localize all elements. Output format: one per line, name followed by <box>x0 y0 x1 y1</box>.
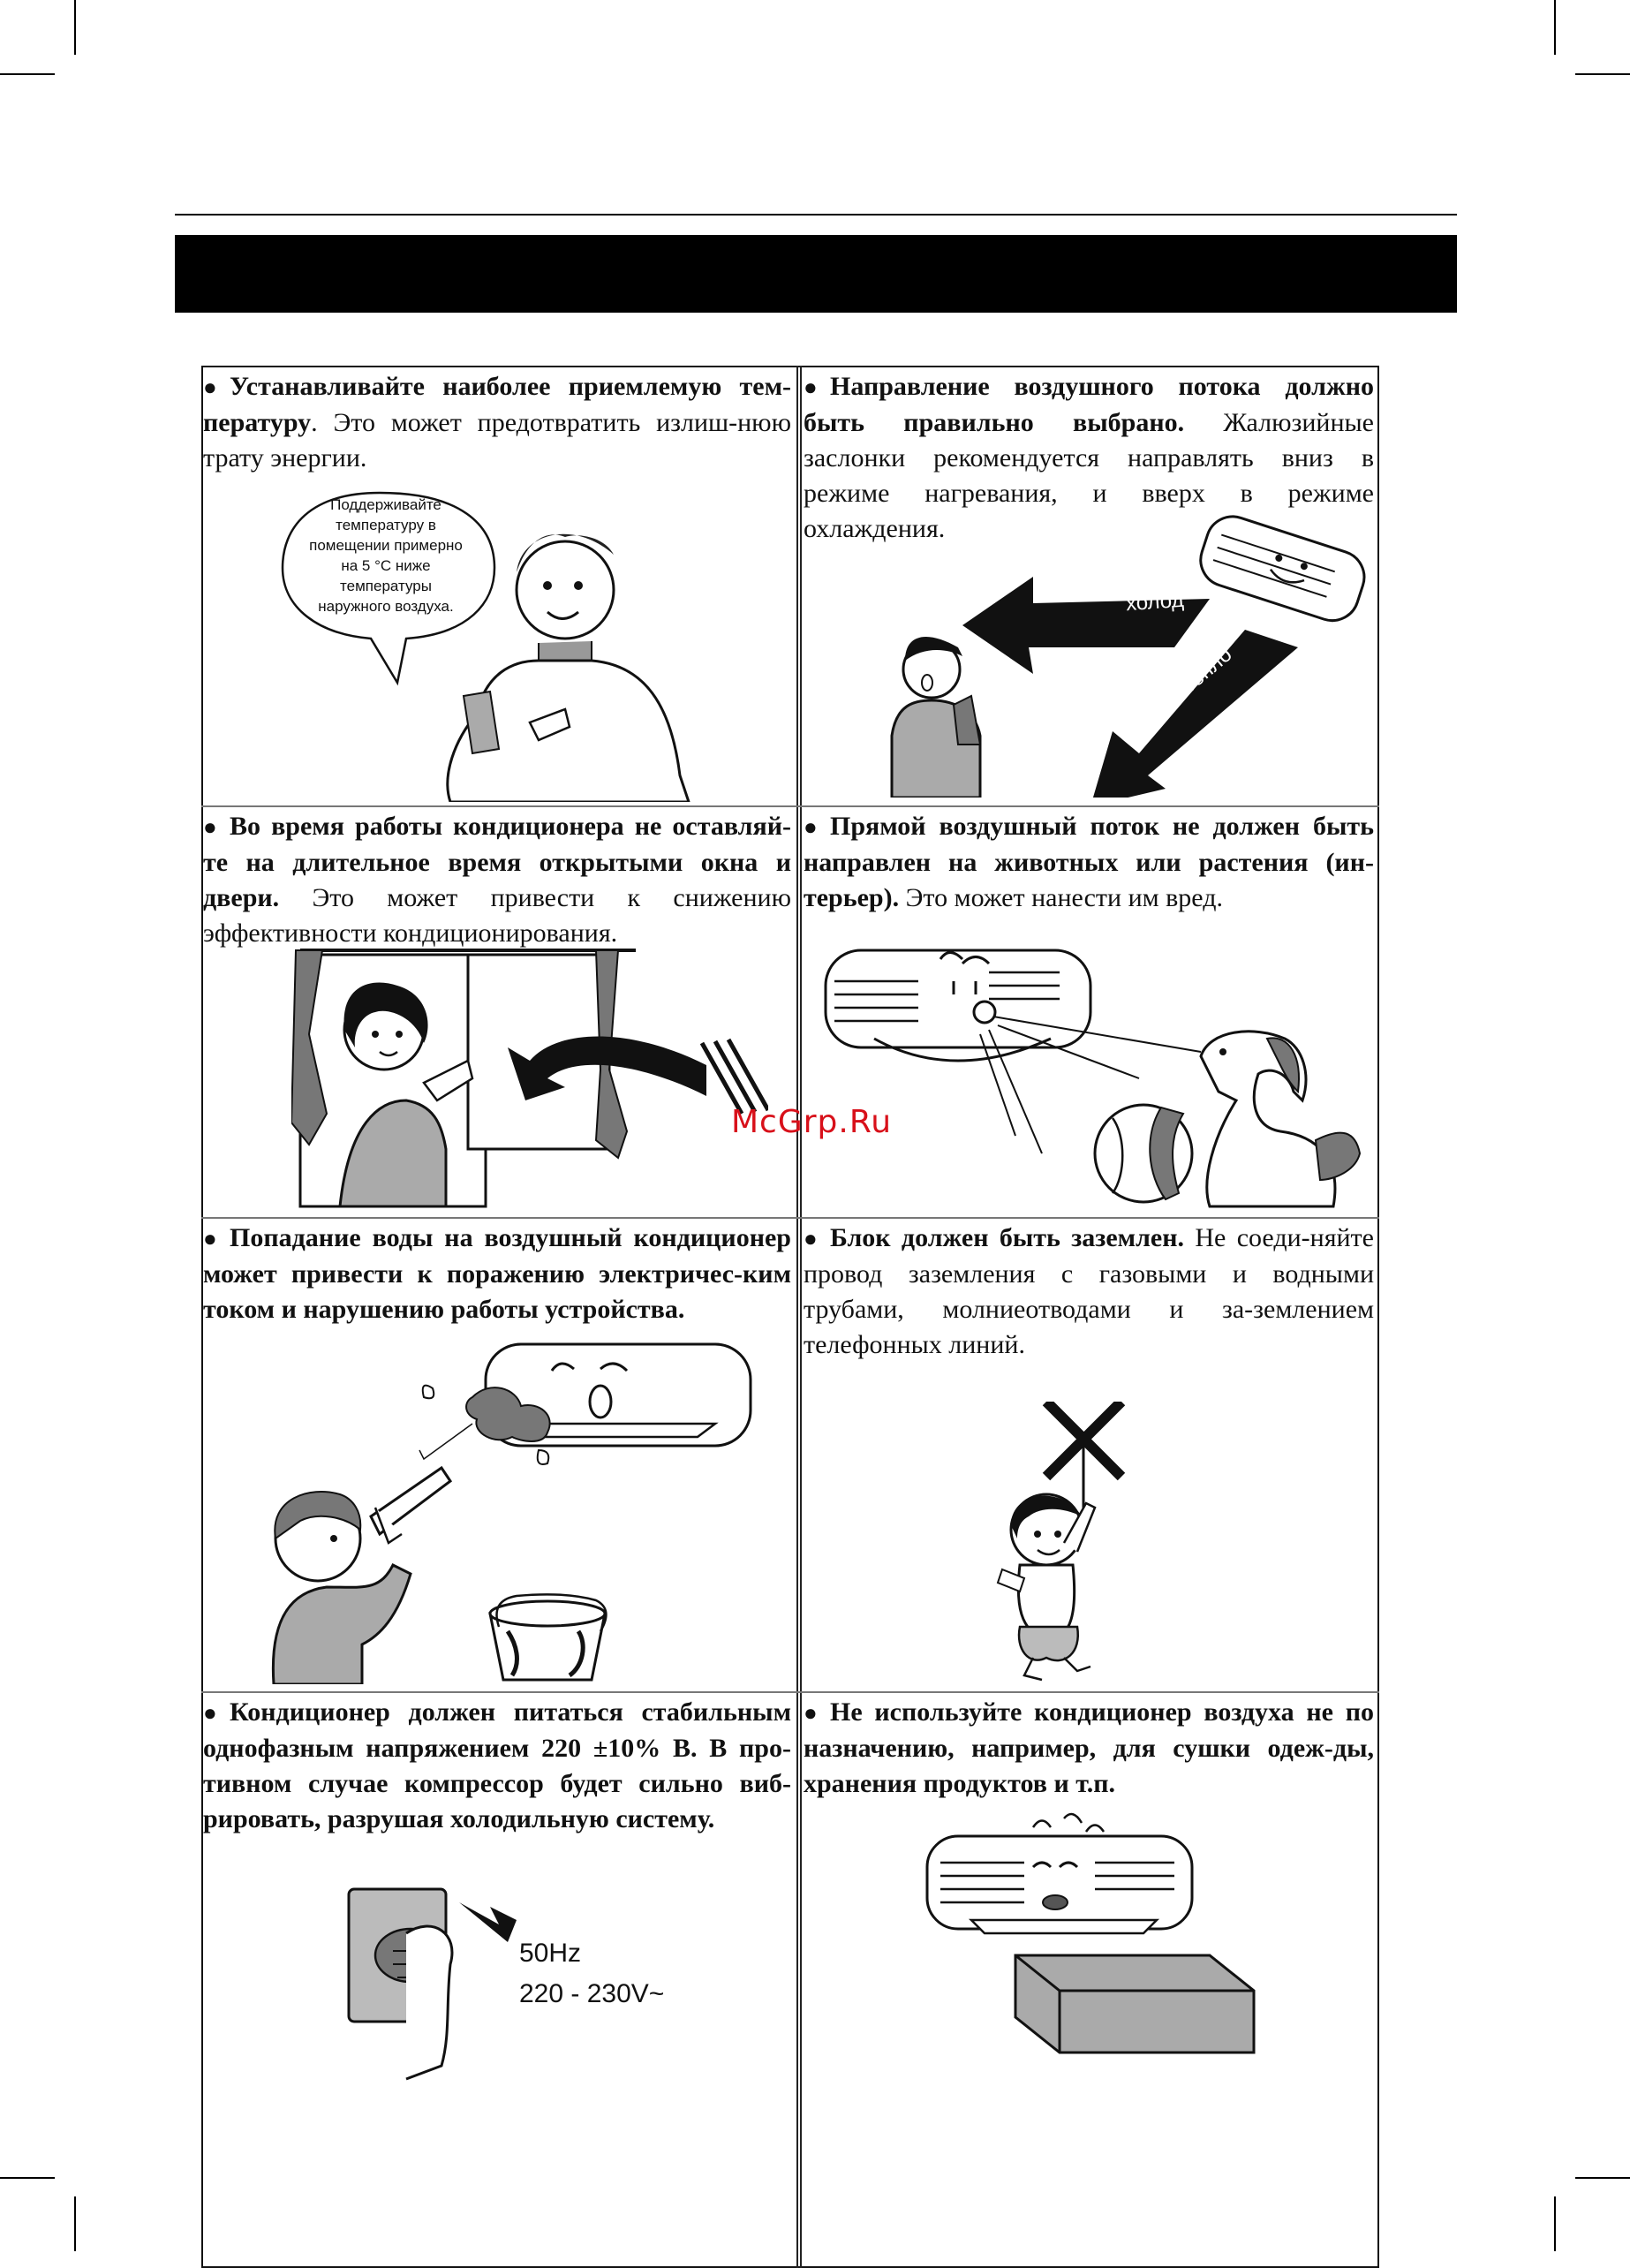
open-window-illustration <box>291 946 768 1211</box>
tip-cell-water: ● Попадание воды на воздушный кондиционер может привести к поражению электричес-ким током и нарушению работы устройства. <box>203 1221 793 1690</box>
column-divider <box>796 366 802 2268</box>
arrow-label-cold: холод <box>1125 587 1185 616</box>
crop-mark <box>74 2196 76 2251</box>
tip-cell-animals: ● Прямой воздушный поток не должен быть направлен на животных или растения (ин-терьер). Это может нанести им вред. <box>804 809 1377 1215</box>
tip-cell-temperature: ● Устанавливайте наиболее приемлемую тем-пературу. Это может предотвратить излиш-нюю трату энергии. Поддерживайте температуру в помещении примерно на 5 °С ниже температуры наружного воздуха. <box>203 369 793 804</box>
tip-bold: Прямой воздушный поток не должен быть направлен на животных или растения (ин-терьер). <box>804 812 1374 912</box>
tip-text: Не соеди-няйте провод заземления с газовыми и водными трубами, молниеотводами и за-землением телефонных линий. <box>804 1223 1374 1359</box>
tip-cell-airflow: ● Направление воздушного потока должно быть правильно выбрано. Жалюзийные заслонки рекомендуется направлять вниз в режиме нагревания, и вверх в режиме охлаждения. холод тепло <box>804 369 1377 804</box>
tip-bold: Не используйте кондиционер воздуха не по назначению, например, для сушки одеж-ды, хранения продуктов и т.п. <box>804 1697 1374 1798</box>
header-banner <box>175 235 1457 313</box>
crop-mark <box>1575 73 1630 75</box>
crop-mark <box>0 73 55 75</box>
tip-bold: Устанавливайте наиболее приемлемую тем-пературу <box>203 372 791 437</box>
water-spray-illustration <box>238 1327 768 1684</box>
voltage-label: 220 - 230V~ <box>519 1979 665 2008</box>
grounding-child-illustration <box>980 1402 1192 1684</box>
tip-bold: Блок должен быть заземлен. <box>830 1223 1185 1252</box>
crop-mark <box>1554 0 1556 55</box>
crop-mark <box>74 0 76 55</box>
tip-text: Это может нанести им вред. <box>899 883 1223 912</box>
ac-and-dog-illustration <box>821 941 1369 1211</box>
header-rule <box>175 214 1457 215</box>
tip-text: Жалюзийные заслонки рекомендуется направлять вниз в режиме нагревания, и вверх в режиме охлаждения. <box>804 408 1374 543</box>
frequency-label: 50Hz <box>519 1939 582 1968</box>
arrow-label-warm: тепло <box>1177 642 1237 698</box>
crop-mark <box>1575 2177 1630 2179</box>
tip-text: . Это может предотвратить излиш-нюю трату энергии. <box>203 408 791 472</box>
row-divider <box>201 805 1379 807</box>
tip-bold: Во время работы кондиционера не оставляй-те на длительное время открытыми окна и двери. <box>203 812 791 912</box>
tip-text: Это может привести к снижению эффективности кондиционирования. <box>203 883 791 948</box>
tip-cell-misuse: ● Не используйте кондиционер воздуха не по назначению, например, для сушки одеж-ды, хранения продуктов и т.п. <box>804 1695 1377 2267</box>
ac-with-box-illustration <box>918 1810 1263 2066</box>
tip-cell-windows: ● Во время работы кондиционера не оставляй-те на длительное время открытыми окна и двери. Это может привести к снижению эффективности кондиционирования. <box>203 809 793 1215</box>
tip-cell-voltage: ● Кондиционер должен питаться стабильным однофазным напряжением 220 ±10% В. В про-тивном случае компрессор будет сильно виб-рировать, разрушая холодильную систему. 50Hz 220 - 230V~ <box>203 1695 793 2267</box>
airflow-direction-illustration <box>874 515 1369 798</box>
crop-mark <box>1554 2196 1556 2251</box>
speech-bubble-text: Поддерживайте температуру в помещении примерно на 5 °С ниже температуры наружного воздуха. <box>309 496 463 615</box>
tip-cell-grounding: ● Блок должен быть заземлен. Не соеди-няйте провод заземления с газовыми и водными трубами, молниеотводами и за-землением телефонных линий. <box>804 1221 1377 1690</box>
crop-mark <box>0 2177 55 2179</box>
power-socket-illustration <box>344 1880 547 2083</box>
tip-bold: Кондиционер должен питаться стабильным однофазным напряжением 220 ±10% В. В про-тивном случае компрессор будет сильно виб-рировать, разрушая холодильную систему. <box>203 1697 791 1833</box>
tip-bold: Направление воздушного потока должно быть правильно выбрано. <box>804 372 1374 437</box>
tip-bold: Попадание воды на воздушный кондиционер может привести к поражению электричес-ким током и нарушению работы устройства. <box>203 1223 791 1324</box>
row-divider <box>201 1217 1379 1219</box>
row-divider <box>201 1691 1379 1693</box>
watermark: McGrp.Ru <box>731 1104 893 1140</box>
